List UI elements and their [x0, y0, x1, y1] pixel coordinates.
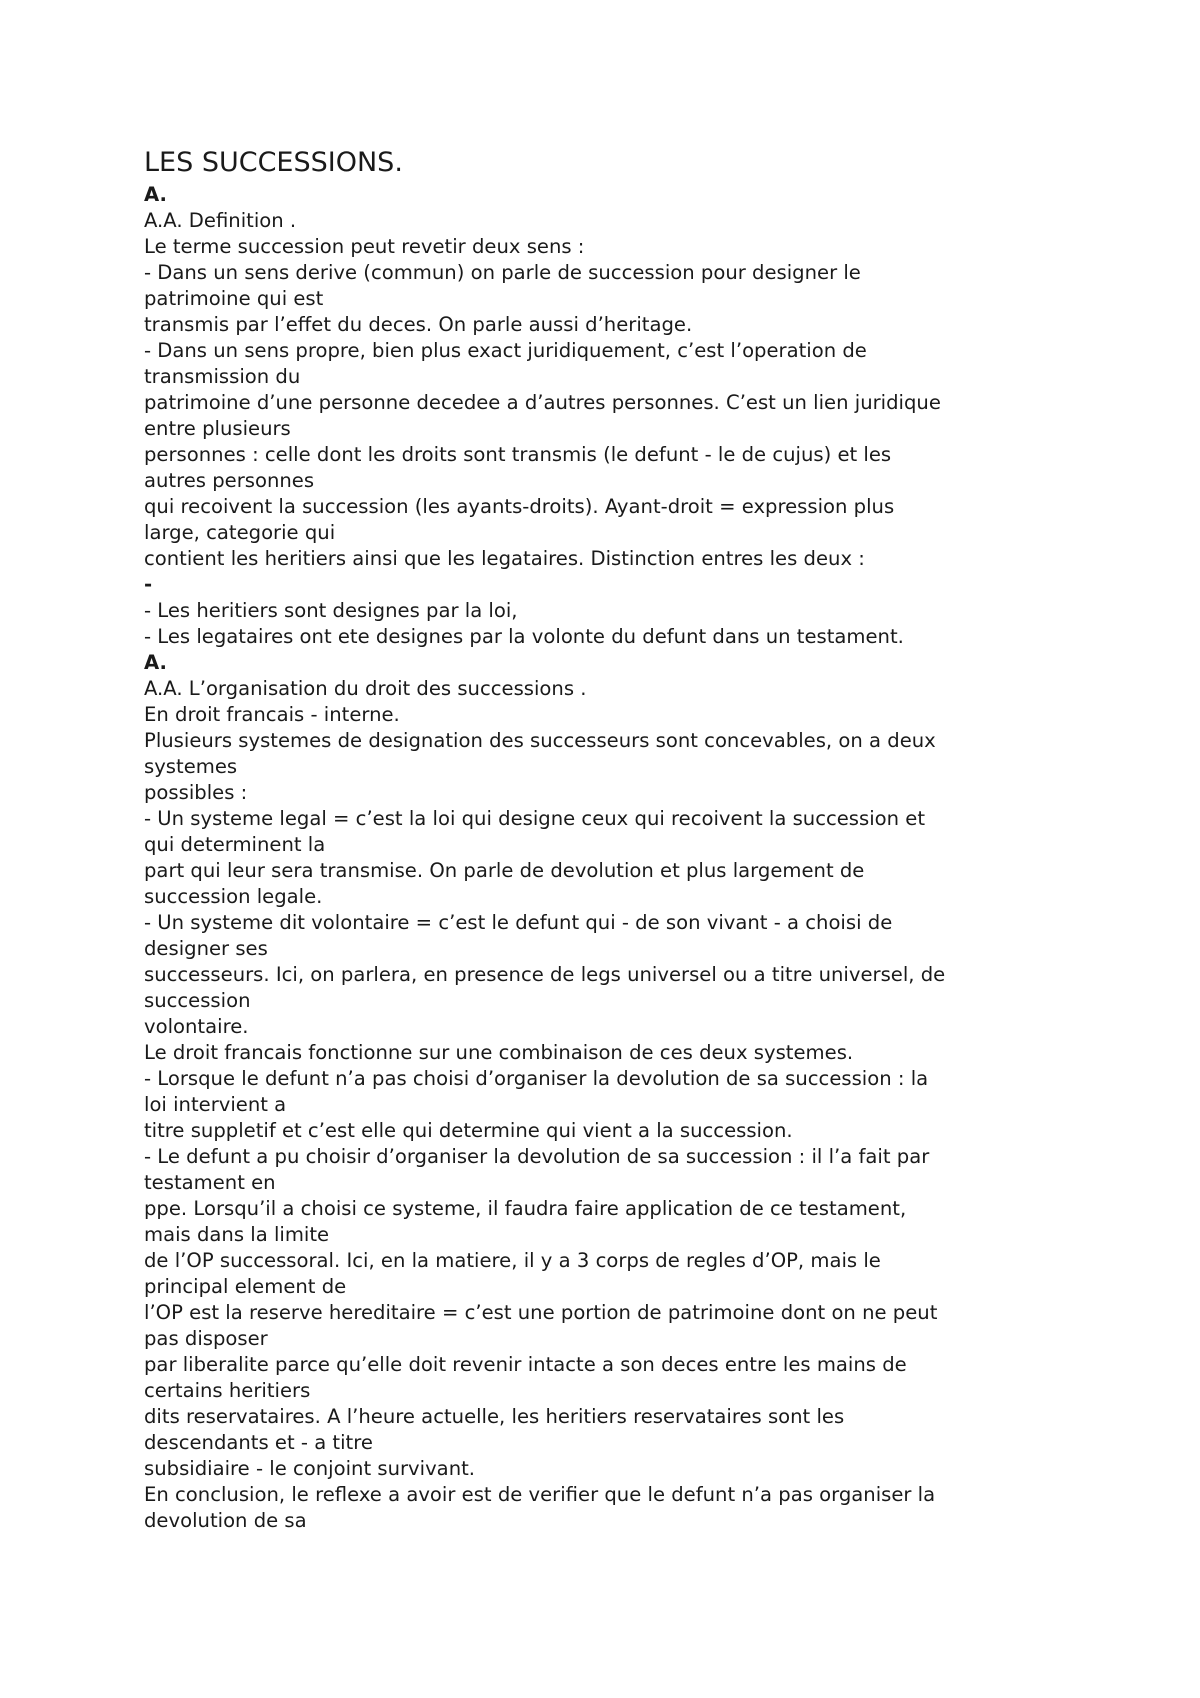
text-line: contient les heritiers ainsi que les legataires. Distinction entres les deux :: [144, 547, 865, 570]
text-line: transmission du: [144, 365, 301, 388]
text-line: possibles :: [144, 781, 248, 804]
text-line: - Dans un sens derive (commun) on parle de succession pour designer le: [144, 261, 861, 284]
text-line: pas disposer: [144, 1327, 268, 1350]
text-line: volontaire.: [144, 1015, 249, 1038]
text-line: A.A. Definition .: [144, 209, 297, 232]
document-title: LES SUCCESSIONS.: [144, 147, 403, 178]
text-line: qui recoivent la succession (les ayants-droits). Ayant-droit = expression plus: [144, 495, 895, 518]
text-line: ppe. Lorsqu’il a choisi ce systeme, il faudra faire application de ce testament,: [144, 1197, 907, 1220]
text-line: entre plusieurs: [144, 417, 291, 440]
text-line: Le droit francais fonctionne sur une combinaison de ces deux systemes.: [144, 1041, 854, 1064]
text-line: de l’OP successoral. Ici, en la matiere, il y a 3 corps de regles d’OP, mais le: [144, 1249, 881, 1272]
text-line: l’OP est la reserve hereditaire = c’est une portion de patrimoine dont on ne peut: [144, 1301, 938, 1324]
text-line: patrimoine d’une personne decedee a d’autres personnes. C’est un lien juridique: [144, 391, 941, 414]
text-line: titre suppletif et c’est elle qui determine qui vient a la succession.: [144, 1119, 793, 1142]
text-line: Plusieurs systemes de designation des successeurs sont concevables, on a deux: [144, 729, 936, 752]
text-line: - Dans un sens propre, bien plus exact juridiquement, c’est l’operation de: [144, 339, 867, 362]
text-line: successeurs. Ici, on parlera, en presence de legs universel ou a titre universel, de: [144, 963, 946, 986]
text-line: - Les heritiers sont designes par la loi,: [144, 599, 518, 622]
text-line: loi intervient a: [144, 1093, 287, 1116]
text-line: succession: [144, 989, 251, 1012]
text-line: personnes : celle dont les droits sont transmis (le defunt - le de cujus) et les: [144, 443, 892, 466]
text-line: certains heritiers: [144, 1379, 311, 1402]
text-line: - Un systeme legal = c’est la loi qui designe ceux qui recoivent la succession et: [144, 807, 926, 830]
text-line: par liberalite parce qu’elle doit revenir intacte a son deces entre les mains de: [144, 1353, 907, 1376]
text-line: - Un systeme dit volontaire = c’est le defunt qui - de son vivant - a choisi de: [144, 911, 893, 934]
text-line: Le terme succession peut revetir deux sens :: [144, 235, 585, 258]
text-line: subsidiaire - le conjoint survivant.: [144, 1457, 476, 1480]
text-line: designer ses: [144, 937, 268, 960]
text-line: qui determinent la: [144, 833, 326, 856]
text-line: autres personnes: [144, 469, 315, 492]
text-line: part qui leur sera transmise. On parle de devolution et plus largement de: [144, 859, 865, 882]
text-line: principal element de: [144, 1275, 347, 1298]
text-line: dits reservataires. A l’heure actuelle, les heritiers reservataires sont les: [144, 1405, 845, 1428]
text-line: transmis par l’effet du deces. On parle aussi d’heritage.: [144, 313, 693, 336]
text-line: A.A. L’organisation du droit des successions .: [144, 677, 587, 700]
text-line: - Les legataires ont ete designes par la volonte du defunt dans un testament.: [144, 625, 904, 648]
text-line: -: [144, 573, 153, 596]
text-line: - Lorsque le defunt n’a pas choisi d’organiser la devolution de sa succession : la: [144, 1067, 929, 1090]
text-line: testament en: [144, 1171, 276, 1194]
text-line: devolution de sa: [144, 1509, 307, 1532]
document-body: [144, 182, 1084, 1534]
document-page: [144, 146, 1084, 1534]
text-line: mais dans la limite: [144, 1223, 330, 1246]
text-line: A.: [144, 183, 167, 206]
text-line: patrimoine qui est: [144, 287, 324, 310]
text-line: A.: [144, 651, 167, 674]
text-line: En droit francais - interne.: [144, 703, 400, 726]
text-line: descendants et - a titre: [144, 1431, 373, 1454]
text-line: large, categorie qui: [144, 521, 336, 544]
text-line: En conclusion, le reflexe a avoir est de verifier que le defunt n’a pas organiser la: [144, 1483, 936, 1506]
text-line: - Le defunt a pu choisir d’organiser la devolution de sa succession : il l’a fait par: [144, 1145, 930, 1168]
text-line: systemes: [144, 755, 238, 778]
text-line: succession legale.: [144, 885, 323, 908]
